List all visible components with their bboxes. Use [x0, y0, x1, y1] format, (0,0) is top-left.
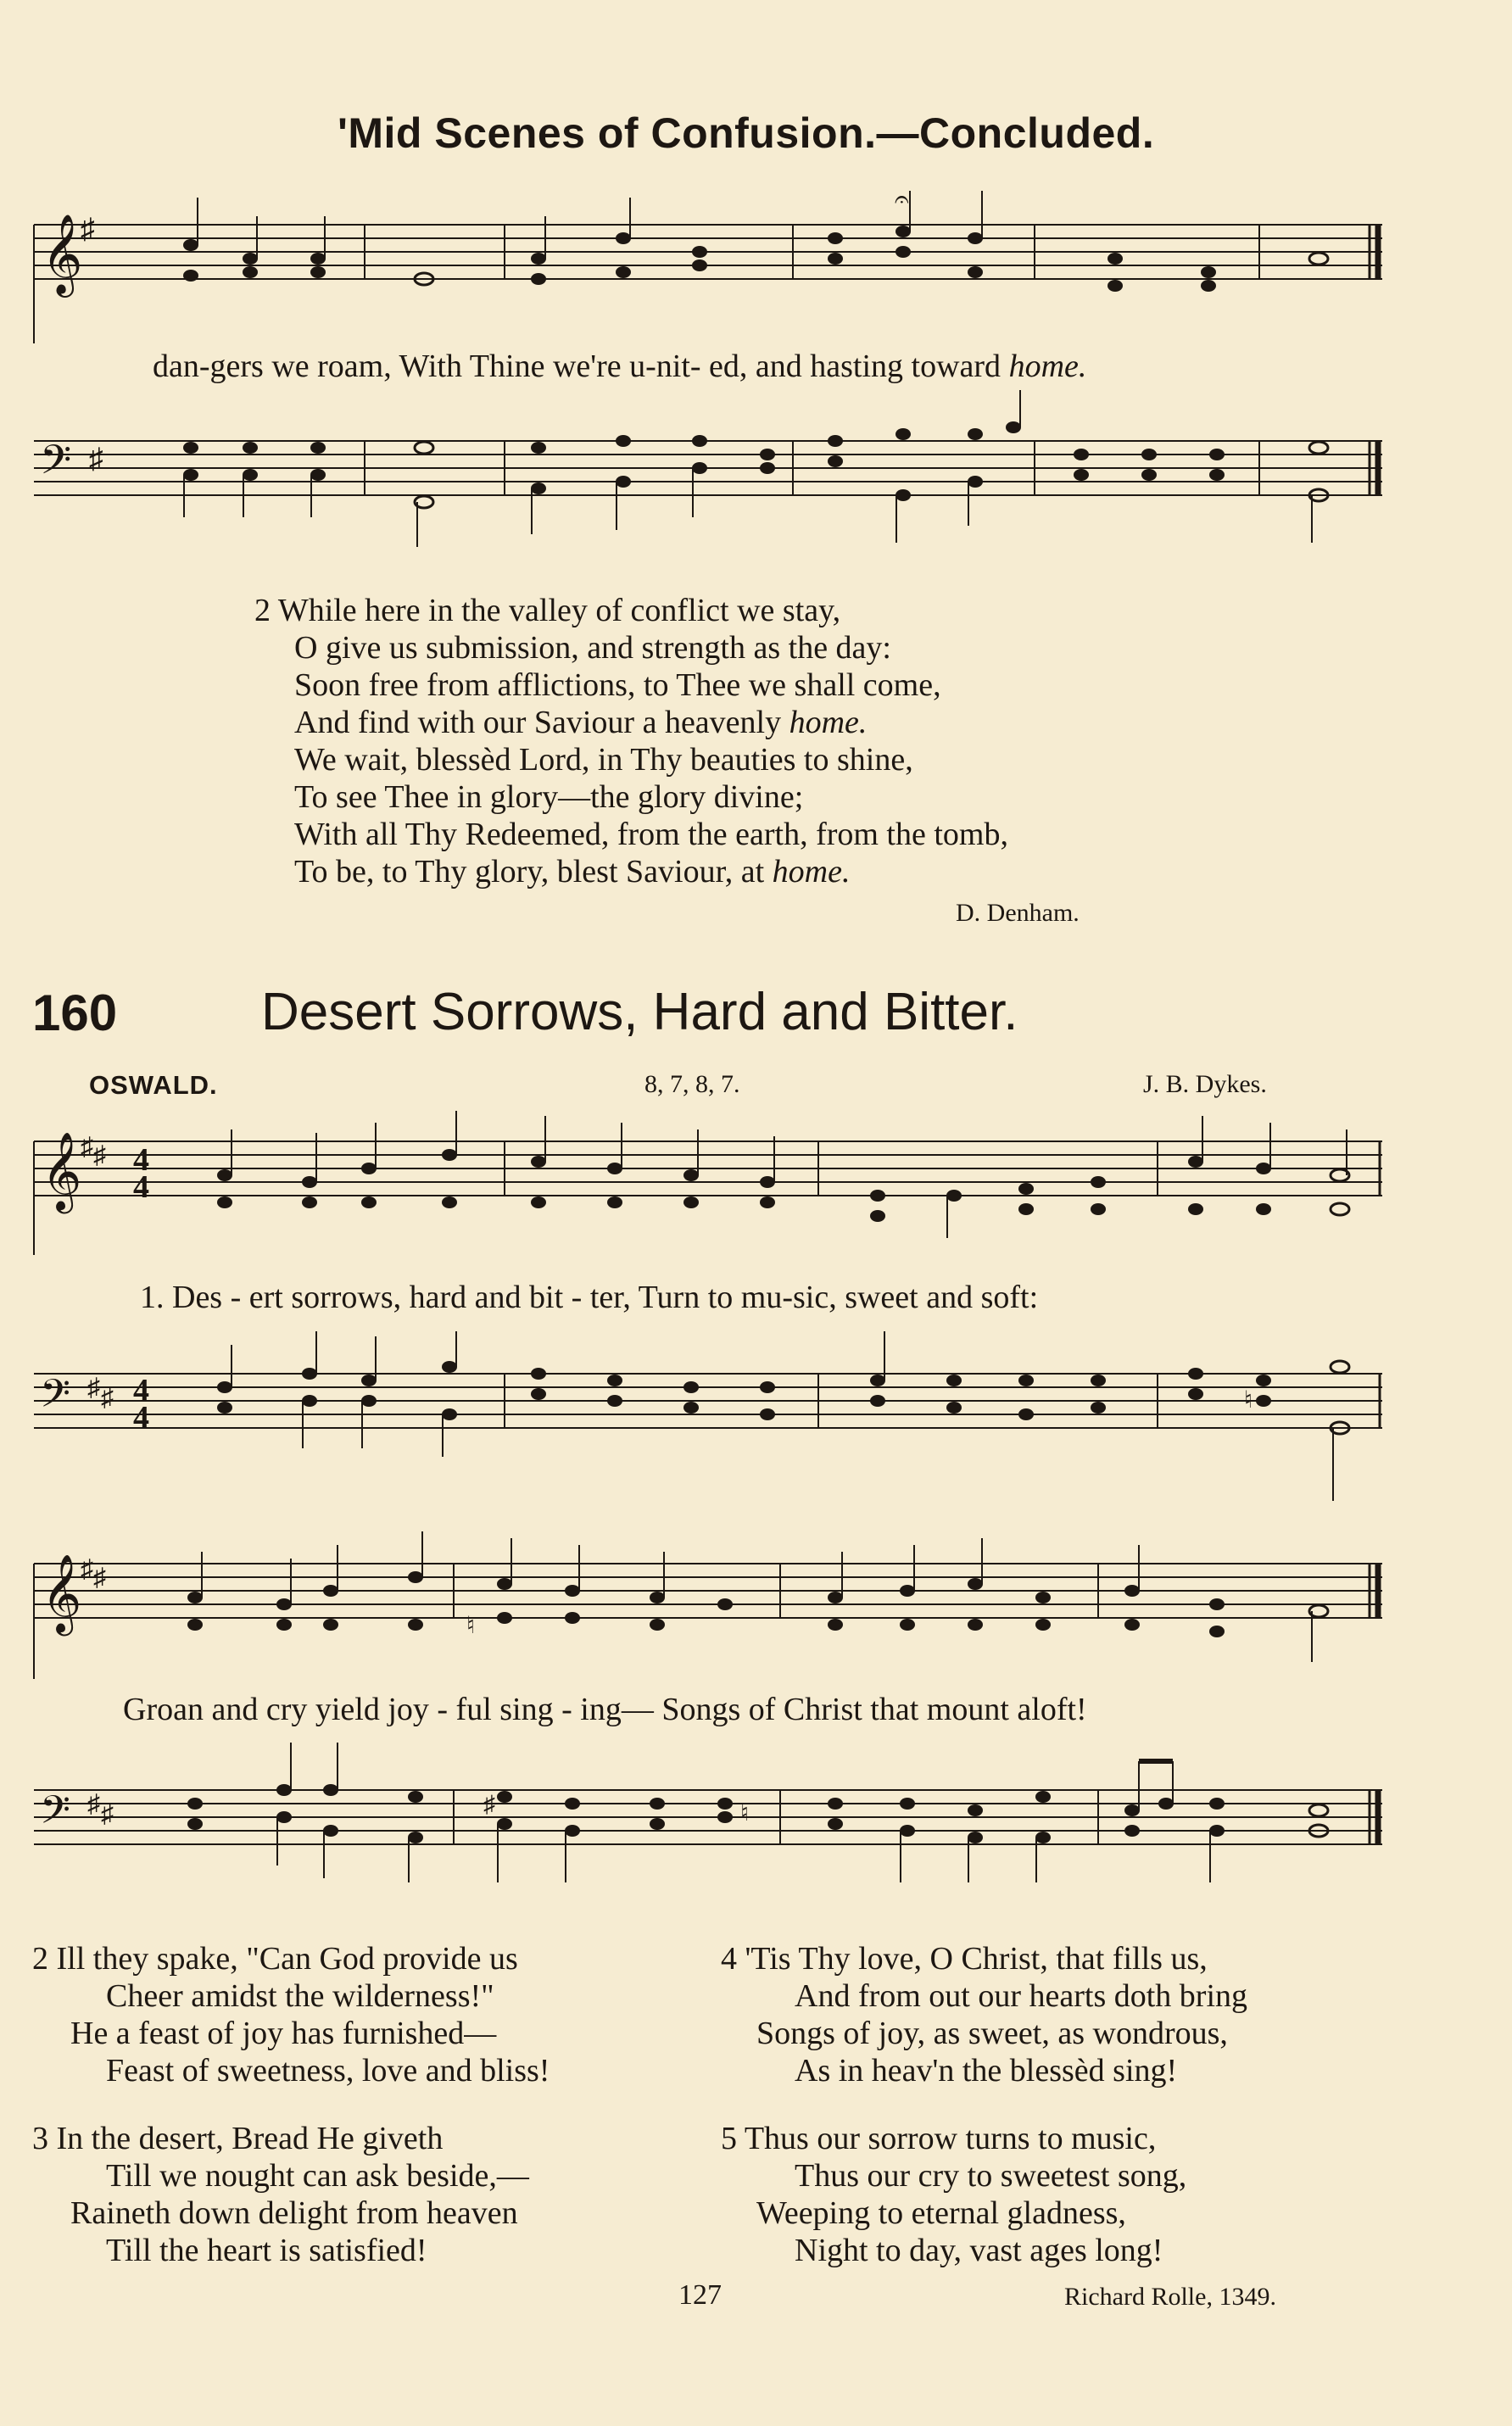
- verse-text: Till we nought can ask beside,—: [106, 2158, 529, 2194]
- verse-line: [721, 1940, 1247, 1977]
- composer: J. B. Dykes.: [1143, 1070, 1267, 1098]
- verse-text: Till the heart is satisfied!: [106, 2233, 427, 2268]
- verse-text: Weeping to eternal gladness,: [756, 2195, 1126, 2231]
- page-header-title: 'Mid Scenes of Confusion.—Concluded.: [338, 109, 1155, 157]
- verse-line: [32, 1940, 550, 1977]
- svg-text:𝄢: 𝄢: [40, 1373, 71, 1425]
- hymn160-lyric-1: 1. Des - ert sorrows, hard and bit - ter, Turn to mu-sic, sweet and soft:: [140, 1280, 1039, 1315]
- svg-text:♯: ♯: [93, 1564, 106, 1592]
- svg-text:4: 4: [133, 1400, 149, 1436]
- svg-text:♯: ♯: [87, 1790, 100, 1818]
- verse-line: [32, 2120, 529, 2157]
- verse-number: 2: [32, 1941, 48, 1977]
- svg-text:♯: ♯: [101, 1384, 114, 1412]
- verse-line: [721, 2157, 1186, 2195]
- verse-italic: home.: [789, 705, 868, 740]
- hymn159-verse-2: [254, 592, 1008, 890]
- hymn-title: Desert Sorrows, Hard and Bitter.: [261, 983, 1018, 1041]
- svg-text:♯: ♯: [81, 214, 95, 245]
- verse-line: [254, 629, 1008, 666]
- svg-text:♯: ♯: [89, 443, 103, 475]
- svg-text:𝄢: 𝄢: [40, 438, 72, 493]
- verse-5-block: [721, 2120, 1186, 2269]
- verse-text: Night to day, vast ages long!: [795, 2233, 1163, 2268]
- verse-text: In the desert, Bread He giveth: [56, 2121, 444, 2156]
- svg-text:♯: ♯: [93, 1141, 106, 1169]
- verse-line: [32, 2157, 529, 2195]
- verse-number: 4: [721, 1941, 737, 1977]
- verse-text: With all Thy Redeemed, from the earth, from the tomb,: [294, 817, 1008, 852]
- verse-line: [32, 2232, 529, 2269]
- treble-staff-2: [30, 1111, 1386, 1255]
- svg-text:4: 4: [133, 1373, 149, 1408]
- verse-line: [254, 592, 1008, 629]
- verse-text: He a feast of joy has furnished—: [70, 2016, 497, 2051]
- verse-text: To see Thee in glory—the glory divine;: [294, 779, 804, 815]
- verse-text: Soon free from afflictions, to Thee we shall come,: [294, 667, 941, 703]
- hymn-number: 160: [32, 984, 118, 1041]
- hymn159-lyric-line: [153, 348, 1086, 385]
- verse-line: [254, 666, 1008, 704]
- page-number: 127: [678, 2279, 722, 2311]
- verse-number: 5: [721, 2121, 737, 2156]
- verse-line: [32, 2195, 529, 2232]
- svg-text:♮: ♮: [740, 1800, 750, 1826]
- verse-4-block: [721, 1940, 1247, 2089]
- hymn159-lyric-text: dan-gers we roam, With Thine we're u-nit- ed, and hasting toward: [153, 349, 1009, 384]
- verse-line: [32, 1977, 550, 2015]
- verse-text: To be, to Thy glory, blest Saviour, at: [294, 854, 773, 890]
- treble-staff-3: [30, 1526, 1386, 1679]
- svg-text:𝄐: 𝄐: [895, 191, 909, 214]
- verse-3-block: [32, 2120, 529, 2269]
- verse-text: Cheer amidst the wilderness!": [106, 1978, 494, 2014]
- verse-text: And find with our Saviour a heavenly: [294, 705, 789, 740]
- verse-line: [254, 853, 1008, 890]
- svg-text:𝄞: 𝄞: [42, 215, 83, 293]
- verse-line: [254, 778, 1008, 816]
- hymn160-lyric-2: Groan and cry yield joy - ful sing - ing— Songs of Christ that mount aloft!: [123, 1692, 1087, 1727]
- svg-text:4: 4: [133, 1169, 149, 1205]
- treble-staff-1: [30, 191, 1386, 343]
- verse-text: Thus our sorrow turns to music,: [744, 2121, 1157, 2156]
- svg-text:♯: ♯: [81, 1555, 93, 1583]
- meter: 8, 7, 8, 7.: [644, 1070, 740, 1098]
- verse-text: We wait, blessèd Lord, in Thy beauties to shine,: [294, 742, 913, 778]
- bass-staff-3: [30, 1743, 1386, 1921]
- verse-text: O give us submission, and strength as the day:: [294, 630, 891, 666]
- verse-line: [721, 2015, 1247, 2052]
- verse-line: [254, 704, 1008, 741]
- svg-text:𝄞: 𝄞: [42, 1557, 82, 1631]
- verse-line: [721, 1977, 1247, 2015]
- svg-text:𝄢: 𝄢: [40, 1789, 71, 1842]
- verse-2-block: [32, 1940, 550, 2089]
- verse-text: 'Tis Thy love, O Christ, that fills us,: [745, 1941, 1208, 1977]
- hymn159-lyric-home: home.: [1008, 349, 1087, 384]
- verse-line: [254, 741, 1008, 778]
- verse-line: [721, 2232, 1186, 2269]
- svg-text:♯: ♯: [87, 1374, 100, 1402]
- verse-text: As in heav'n the blessèd sing!: [795, 2053, 1178, 2089]
- verse-line: [32, 2015, 550, 2052]
- verse-number: 2: [254, 593, 271, 628]
- hymn160-author: Richard Rolle, 1349.: [1064, 2283, 1276, 2311]
- svg-text:♯: ♯: [483, 1792, 495, 1818]
- verse-text: And from out our hearts doth bring: [795, 1978, 1248, 2014]
- verse-italic: home.: [772, 854, 851, 890]
- verse-text: Ill they spake, "Can God provide us: [56, 1941, 518, 1977]
- svg-text:𝄞: 𝄞: [42, 1135, 82, 1209]
- verse-number: 3: [32, 2121, 48, 2156]
- verse-text: Feast of sweetness, love and bliss!: [106, 2053, 550, 2089]
- svg-text:♯: ♯: [101, 1800, 114, 1828]
- bass-staff-1: [30, 390, 1386, 560]
- svg-text:♮: ♮: [1244, 1387, 1253, 1414]
- verse-text: While here in the valley of conflict we stay,: [277, 593, 841, 628]
- verse-text: Raineth down delight from heaven: [70, 2195, 518, 2231]
- verse-line: [721, 2120, 1186, 2157]
- verse-line: [32, 2052, 550, 2089]
- verse-line: [721, 2052, 1247, 2089]
- verse-text: Songs of joy, as sweet, as wondrous,: [756, 2016, 1228, 2051]
- tune-name: OSWALD.: [89, 1070, 218, 1100]
- svg-text:4: 4: [133, 1142, 149, 1178]
- svg-text:♮: ♮: [466, 1613, 476, 1639]
- verse-line: [254, 816, 1008, 853]
- bass-staff-2: [30, 1331, 1386, 1509]
- verse-line: [721, 2195, 1186, 2232]
- verse-text: Thus our cry to sweetest song,: [795, 2158, 1187, 2194]
- hymn159-author: D. Denham.: [956, 899, 1080, 927]
- svg-text:♯: ♯: [81, 1133, 93, 1161]
